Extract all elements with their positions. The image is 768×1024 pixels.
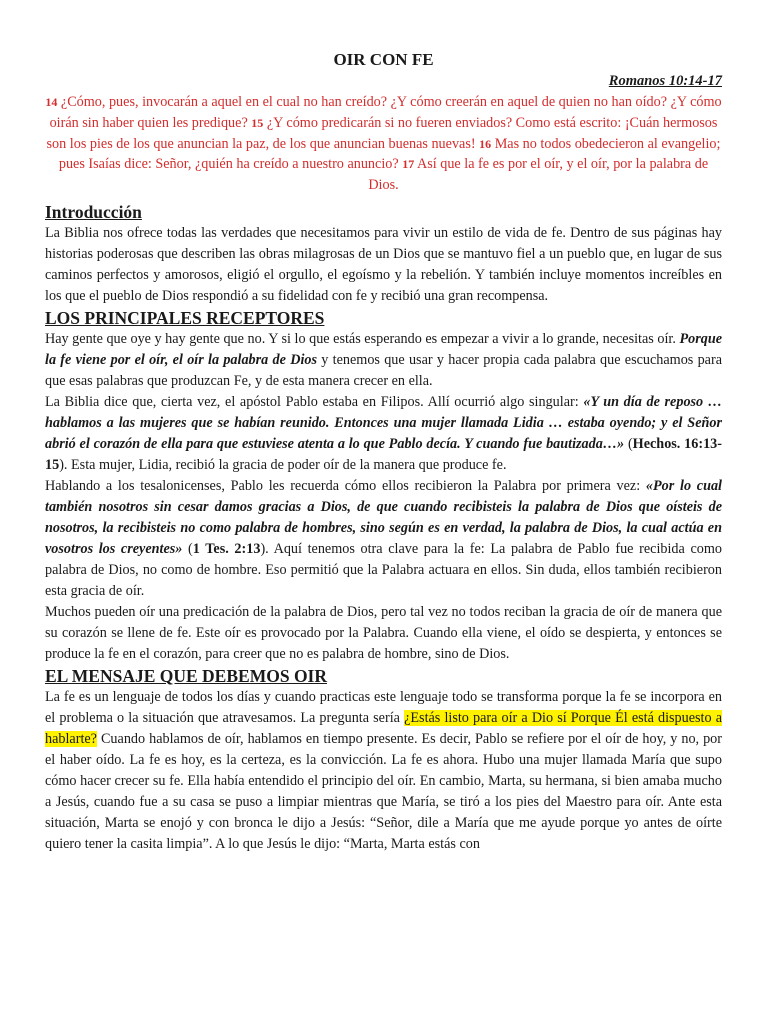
verse-text: Así que la fe es por el oír, y el oír, por la palabra de Dios. [368,156,709,194]
highlighted-question: ¿Estás listo para oír a Dio sí Porque Él está dispuesto a hablarte? [45,709,723,747]
verse-number: 16 [479,136,492,151]
verse-text: ¿Y cómo predicarán si no fueren enviados? Como está escrito: ¡Cuán hermosos son los pies de los que anuncian la paz, de los que anuncian buenas nuevas! [46,114,718,152]
paragraph [45,392,722,476]
paragraph [45,687,722,855]
paragraph-text: Cuando hablamos de oír, hablamos en tiempo presente. Es decir, Pablo se refiere por el oír de hoy, y no, por el haber oído. La fe es hoy, es la certeza, es la convicción. La fe es ahora. Hubo una mujer llamada María que supo cómo hacer crecer su fe. Ella había entendido el principio del oír. En cambio, Marta, su hermana, si bien amaba mucho a Jesús, cuando fue a su casa se puso a limpiar mientras que María, se tiró a los pies del Maestro para oír. Ante esta situación, Marta se enojó y con bronca le dijo a Jesús: “Señor, dile a María que me ayude porque yo antes de oírte quiero tener la casita limpia”. A lo que Jesús le dijo: “Marta, Marta estás con [45,730,722,852]
paragraph-text: Hay gente que oye y hay gente que no. Y si lo que estás esperando es empezar a vivir a lo grande, necesitas oír. [45,330,680,347]
paragraph: Muchos pueden oír una predicación de la palabra de Dios, pero tal vez no todos reciban la gracia de oír de manera que su corazón se llene de fe. Este oír es provocado por la Palabra. Cuando ella viene, el oído se despierta, y entonces se produce la fe en el corazón, para creer que no es palabra de hombre, sino de Dios. [45,603,722,662]
paragraph [45,476,722,602]
quote-text: «Y un día de reposo … hablamos a las mujeres que se habían reunido. Entonces una mujer llamada Lidia … estaba oyendo; y el Señor abrió el corazón de ella para que estuviese atenta a lo que Pablo decía. Y cuando fue bautizada…» [45,393,723,452]
paragraph-text: Hablando a los tesalonicenses, Pablo les recuerda cómo ellos recibieron la Palabra por primera vez: [45,477,646,494]
paragraph-text: La Biblia dice que, cierta vez, el apóstol Pablo estaba en Filipos. Allí ocurrió algo singular: [45,393,584,410]
paragraph-text: y tenemos que usar y hacer propia cada palabra que escuchamos para que esas palabras que produzcan Fe, y de esta manera crecer en ella. [45,351,723,389]
intro-heading: Introducción [45,201,142,222]
section-heading-mensaje: EL MENSAJE QUE DEBEMOS OIR [45,665,327,686]
scripture-passage [45,92,722,196]
verse-number: 14 [45,95,58,109]
document-page [45,0,722,855]
verse-number: 17 [402,157,415,172]
citation: 1 Tes. 2:13 [192,540,261,557]
paragraph-text: ). Aquí tenemos otra clave para la fe: La palabra de Pablo fue recibida como palabra de Dios, no como de hombre. Eso permitió que la Palabra actuara en ellos. Sin duda, ellos también recibieron esta gracia de oír. [45,540,722,599]
paragraph-text: ( [182,540,193,557]
verse-text: ¿Cómo, pues, invocarán a aquel en el cual no han creído? ¿Y cómo creerán en aquel de quien no han oído? ¿Y cómo oirán sin haber quien les predique? [49,94,722,131]
intro-paragraph: La Biblia nos ofrece todas las verdades que necesitamos para vivir un estilo de vida de fe. Dentro de sus páginas hay historias poderosas que describen las obras milagrosas de un Dios que se mantuvo fiel a un pueblo que, en lugar de sus caminos perfectos y amorosos, eligió el orgullo, el egoísmo y la rebelión. Y también incluye momentos increíbles en los que el pueblo de Dios respondió a su fidelidad con fe y recibió una gran recompensa. [45,224,722,304]
citation: Hechos. 16:13-15 [45,435,722,473]
emphasis-text: Porque la fe viene por el oír, el oír la palabra de Dios [45,330,722,368]
document-title: OIR CON FE [333,50,434,69]
quote-text: «Por lo cual también nosotros sin cesar damos gracias a Dios, de que cuando recibisteis la palabra de Dios que oísteis de nosotros, la recibisteis no como palabra de hombres, sino según es en verdad, la palabra de Dios, la cual actúa en vosotros los creyentes» [45,477,722,557]
paragraph-text: La fe es un lenguaje de todos los días y cuando practicas este lenguaje todo se transforma porque la fe se incorpora en el problema o la situación que atravesamos. La pregunta sería [45,688,722,726]
verse-text: Mas no todos obedecieron al evangelio; pues Isaías dice: Señor, ¿quién ha creído a nuestro anuncio? [58,135,721,173]
paragraph-text: ). Esta mujer, Lidia, recibió la gracia de poder oír de la manera que produce fe. [59,456,507,473]
section-heading-receptores: LOS PRINCIPALES RECEPTORES [45,307,325,328]
paragraph-text: ( [624,435,633,452]
verse-number: 15 [251,115,264,130]
scripture-reference: Romanos 10:14-17 [608,73,722,89]
paragraph [45,329,722,392]
